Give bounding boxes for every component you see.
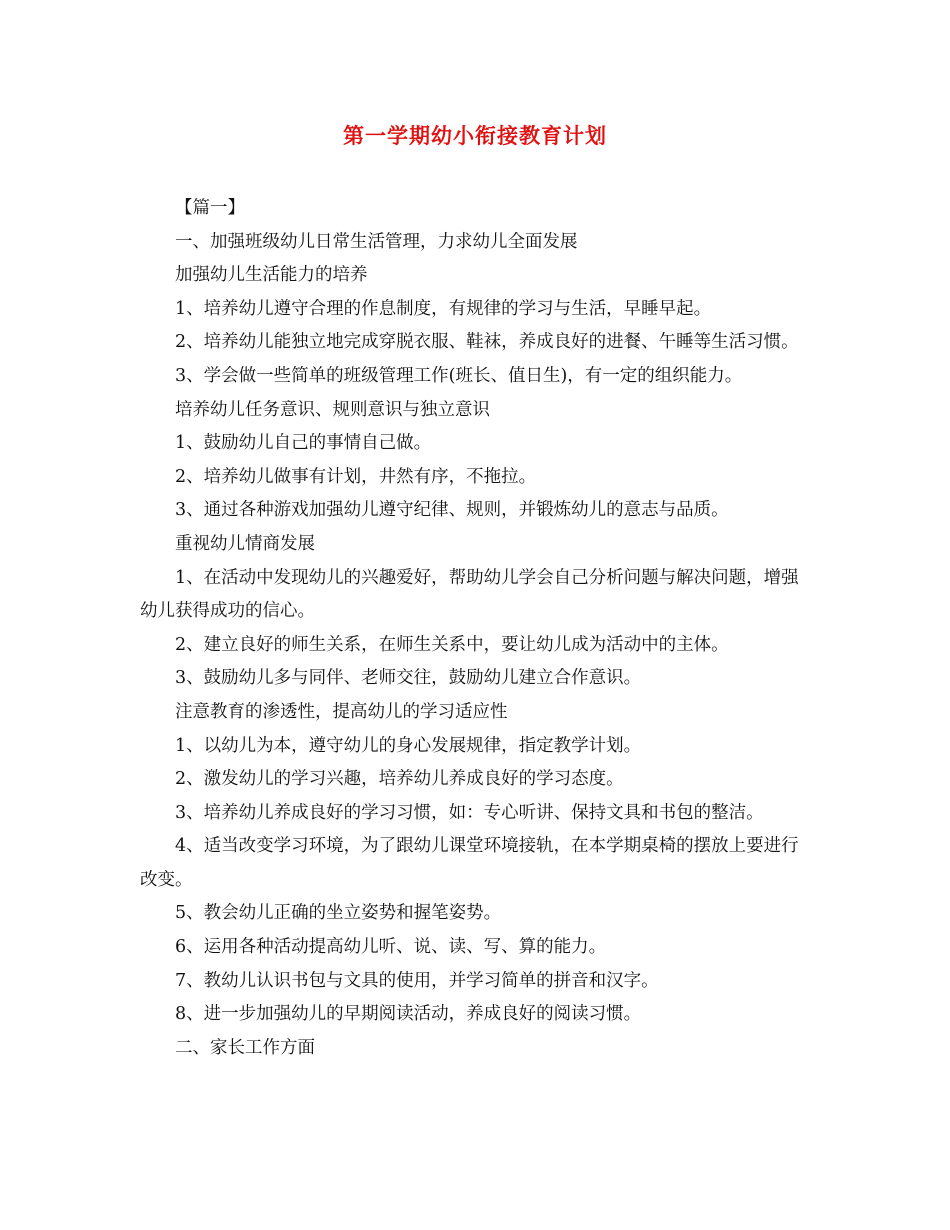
section-marker: 【篇一】 xyxy=(175,198,245,218)
section-heading: 一、加强班级幼儿日常生活管理，力求幼儿全面发展 xyxy=(175,231,578,252)
page-title: 第一学期幼小衔接教育计划 xyxy=(343,123,607,148)
section-heading: 二、家长工作方面 xyxy=(175,1037,315,1058)
list-item: 3、通过各种游戏加强幼儿遵守纪律、规则，并锻炼幼儿的意志与品质。 xyxy=(175,500,729,521)
subheading: 注意教育的渗透性，提高幼儿的学习适应性 xyxy=(175,701,508,722)
document-body xyxy=(140,192,815,1065)
list-item: 4、适当改变学习环境，为了跟幼儿课堂环境接轨，在本学期桌椅的摆放上要进行改变。 xyxy=(140,836,799,890)
list-item: 3、培养幼儿养成良好的学习习惯，如：专心听讲、保持文具和书包的整洁。 xyxy=(175,802,764,823)
subheading: 重视幼儿情商发展 xyxy=(175,533,315,554)
list-item: 2、建立良好的师生关系，在师生关系中，要让幼儿成为活动中的主体。 xyxy=(175,634,729,655)
list-item: 3、学会做一些简单的班级管理工作(班长、值日生)，有一定的组织能力。 xyxy=(175,365,743,386)
list-item: 1、培养幼儿遵守合理的作息制度，有规律的学习与生活，早睡早起。 xyxy=(175,298,712,319)
list-item: 3、鼓励幼儿多与同伴、老师交往，鼓励幼儿建立合作意识。 xyxy=(175,668,642,689)
list-item: 1、以幼儿为本，遵守幼儿的身心发展规律，指定教学计划。 xyxy=(175,735,642,756)
subheading: 加强幼儿生活能力的培养 xyxy=(175,265,368,286)
list-item: 7、教幼儿认识书包与文具的使用，并学习简单的拼音和汉字。 xyxy=(175,970,659,991)
list-item: 6、运用各种活动提高幼儿听、说、读、写、算的能力。 xyxy=(175,937,607,958)
list-item: 2、培养幼儿做事有计划，井然有序，不拖拉。 xyxy=(175,466,537,487)
list-item: 2、培养幼儿能独立地完成穿脱衣服、鞋袜，养成良好的进餐、午睡等生活习惯。 xyxy=(175,332,799,353)
list-item: 5、教会幼儿正确的坐立姿势和握笔姿势。 xyxy=(175,903,502,924)
list-item: 1、在活动中发现幼儿的兴趣爱好，帮助幼儿学会自己分析问题与解决问题，增强幼儿获得成功的信心。 xyxy=(140,567,799,622)
subheading: 培养幼儿任务意识、规则意识与独立意识 xyxy=(175,399,490,420)
list-item: 8、进一步加强幼儿的早期阅读活动，养成良好的阅读习惯。 xyxy=(175,1004,642,1025)
list-item: 1、鼓励幼儿自己的事情自己做。 xyxy=(175,433,432,454)
list-item: 2、激发幼儿的学习兴趣，培养幼儿养成良好的学习态度。 xyxy=(175,769,624,790)
